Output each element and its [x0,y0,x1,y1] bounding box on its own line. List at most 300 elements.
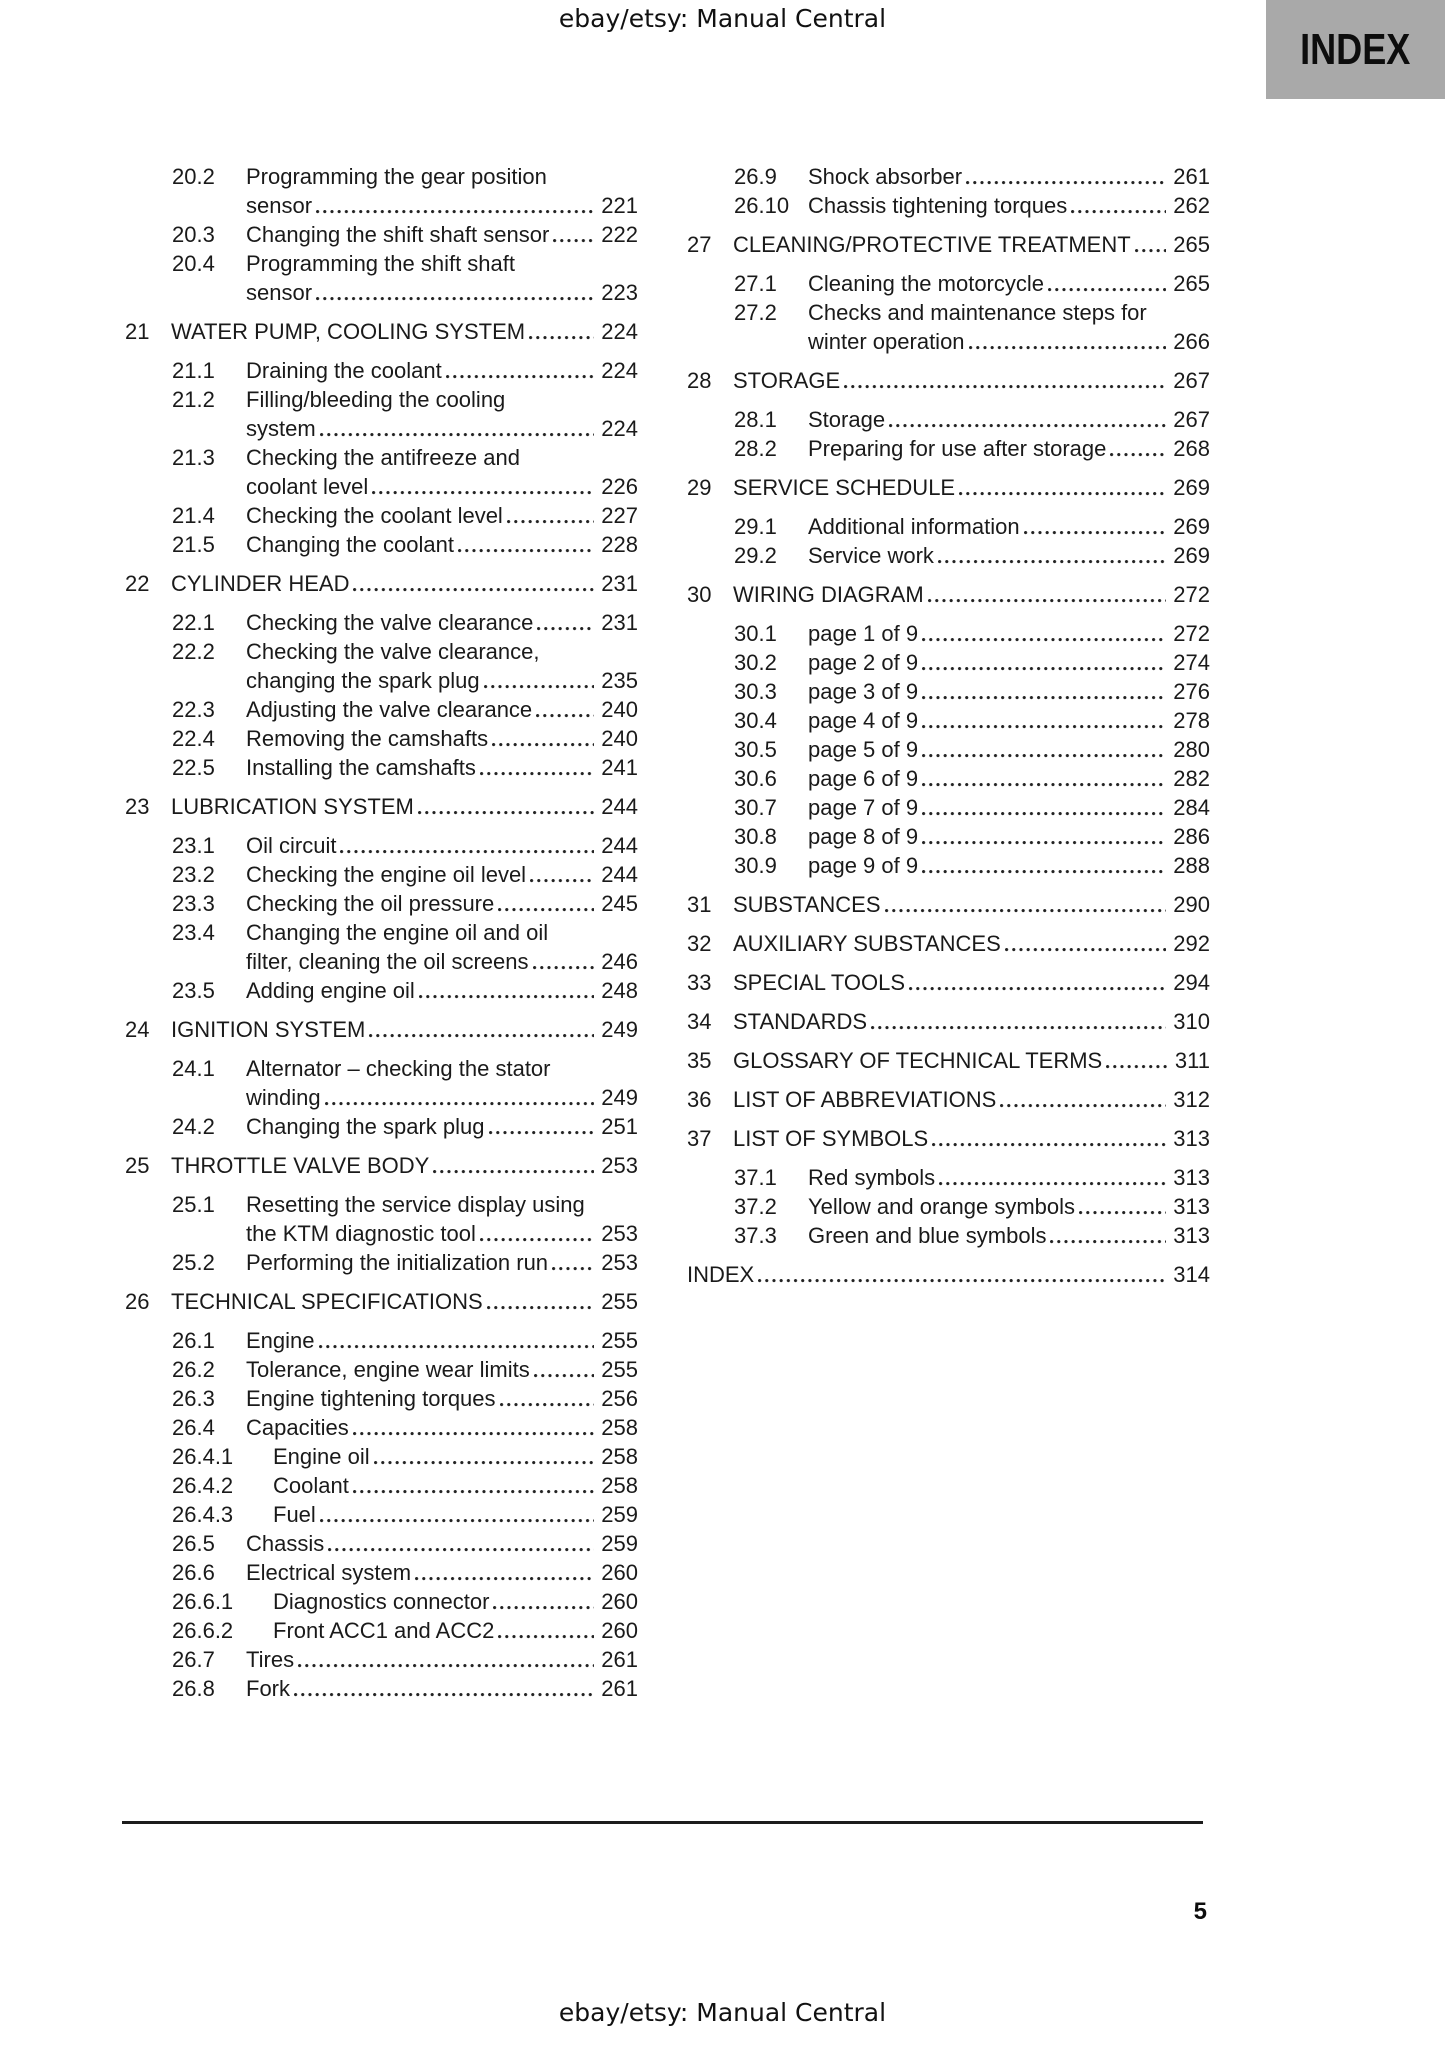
toc-entry-content [808,1221,1210,1250]
toc-entry-last-line [246,1558,638,1587]
toc-entry-content [246,1529,638,1558]
toc-entry-content [246,1645,638,1674]
toc-entry-number: 21.1 [172,358,215,383]
toc-entry [125,162,638,220]
toc-entry-page: 269 [1173,475,1210,500]
toc-entry-content [246,1558,638,1587]
toc-entry-title: CLEANING/PROTECTIVE TREATMENT [733,232,1131,257]
toc-entry-content [808,822,1210,851]
toc-entry-page: 290 [1173,892,1210,917]
toc-entry-title: winding [246,1085,321,1110]
toc-entry-page: 255 [601,1357,638,1382]
toc-entry-title: Changing the engine oil and oil [246,920,549,945]
toc-entry [687,706,1210,735]
toc-entry-number: 26.9 [734,164,777,189]
dot-leader [922,754,1166,759]
toc-entry-number: 26.4.3 [172,1502,234,1527]
toc-entry-title: Front ACC1 and ACC2 [273,1618,495,1643]
dot-leader [922,812,1166,817]
toc-entry-content [246,1054,638,1112]
toc-entry-content [808,735,1210,764]
toc-entry-content [808,541,1210,570]
toc-entry-number: 28 [687,368,712,393]
toc-entry [125,1384,638,1413]
dot-leader [1000,1104,1166,1109]
toc-entry-page: 253 [601,1250,638,1275]
toc-entry-page: 265 [1173,232,1210,257]
toc-entry-page: 249 [601,1085,638,1110]
toc-entry-number: 21 [125,319,150,344]
toc-entry-last-line [687,1260,1210,1289]
toc-entry-content [171,317,638,346]
toc-entry-number: 26 [125,1289,150,1314]
toc-entry-title: Preparing for use after storage [808,436,1107,461]
toc-entry-title: Tires [246,1647,295,1672]
toc-entry-content [808,1163,1210,1192]
toc-entry-last-line [733,1085,1210,1114]
toc-entry-title: Cleaning the motorcycle [808,271,1045,296]
toc-entry-title: page 3 of 9 [808,679,919,704]
toc-entry-last-line [733,968,1210,997]
toc-entry-content [808,706,1210,735]
dot-leader [446,375,595,380]
toc-entry-number: 34 [687,1009,712,1034]
toc-entry-title: page 5 of 9 [808,737,919,762]
footer-rule [122,1821,1203,1824]
toc-entry-last-line [246,831,638,860]
toc-entry-title: AUXILIARY SUBSTANCES [733,931,1001,956]
toc-entry [125,889,638,918]
toc-entry-last-line [808,541,1210,570]
toc-entry-number: 25 [125,1153,150,1178]
toc-entry-number: 26.5 [172,1531,215,1556]
toc-entry-page: 267 [1173,407,1210,432]
toc-entry [687,1085,1210,1114]
toc-entry-content [171,792,638,821]
toc-entry-title: Checking the valve clearance, [246,639,540,664]
toc-entry-last-line [171,317,638,346]
toc-entry-title: filter, cleaning the oil screens [246,949,529,974]
toc-entry-title: SUBSTANCES [733,892,881,917]
toc-entry-page: 292 [1173,931,1210,956]
toc-entry [687,1260,1210,1289]
toc-entry-last-line [808,706,1210,735]
toc-entry-number: 30.2 [734,650,777,675]
toc-entry-page: 265 [1173,271,1210,296]
toc-entry-last-line [273,1471,638,1500]
toc-entry-number: 23 [125,794,150,819]
toc-entry-content [246,530,638,559]
toc-entry-number: 22.1 [172,610,215,635]
toc-entry [125,1413,638,1442]
toc-entry-last-line [171,792,638,821]
toc-entry [687,230,1210,259]
toc-entry-title: Draining the coolant [246,358,442,383]
toc-entry-last-line [808,735,1210,764]
dot-leader [533,966,595,971]
toc-entry-title: SERVICE SCHEDULE [733,475,956,500]
dot-leader [480,1238,594,1243]
toc-entry-number: 27.2 [734,300,777,325]
toc-entry [125,831,638,860]
dot-leader [885,909,1167,914]
toc-entry-page: 272 [1173,621,1210,646]
toc-entry-number: 29.2 [734,543,777,568]
toc-entry-content [808,269,1210,298]
toc-entry-page: 260 [601,1560,638,1585]
dot-leader [493,1606,594,1611]
toc-entry [687,473,1210,502]
toc-entry-number: 32 [687,931,712,956]
toc-entry-number: 30.7 [734,795,777,820]
toc-entry-title: Engine tightening torques [246,1386,496,1411]
toc-entry-number: 25.1 [172,1192,215,1217]
toc-entry-title: Fuel [273,1502,316,1527]
toc-entry-number: 21.4 [172,503,215,528]
toc-entry-content [273,1442,638,1471]
toc-entry-page: 240 [601,697,638,722]
toc-entry-content [733,580,1210,609]
toc-entry-number: 36 [687,1087,712,1112]
toc-entry-title: INDEX [687,1262,755,1287]
toc-entry-title: Service work [808,543,934,568]
dot-leader [1079,1211,1166,1216]
toc-entry-number: 20.4 [172,251,215,276]
toc-entry-page: 245 [601,891,638,916]
toc-entry-number: 26.4.1 [172,1444,234,1469]
toc-entry-page: 272 [1173,582,1210,607]
toc-entry-title: sensor [246,280,313,305]
toc-entry-number: 22.5 [172,755,215,780]
toc-entry-title: Shock absorber [808,164,963,189]
dot-leader [922,696,1166,701]
toc-entry [687,1192,1210,1221]
toc-entry-content [246,1248,638,1277]
toc-entry-last-line [808,648,1210,677]
toc-entry-number: 30.1 [734,621,777,646]
toc-entry-title: Adding engine oil [246,978,415,1003]
toc-entry-content [246,724,638,753]
toc-entry [125,976,638,1005]
toc-entry [687,1221,1210,1250]
toc-entry-last-line [273,1587,638,1616]
toc-entry-last-line [733,230,1210,259]
dot-leader [325,1102,595,1107]
toc-entry-title: Chassis [246,1531,325,1556]
toc-entry [125,317,638,346]
toc-entry-title: Changing the spark plug [246,1114,485,1139]
index-tab-label: INDEX [1300,24,1411,74]
toc-entry-last-line [246,501,638,530]
toc-entry [125,569,638,598]
dot-leader [536,714,594,719]
toc-entry-title: Installing the camshafts [246,755,476,780]
toc-entry-title: SPECIAL TOOLS [733,970,906,995]
toc-entry-number: 26.10 [734,193,790,218]
toc-entry-title: Diagnostics connector [273,1589,490,1614]
toc-entry-title: Checking the antifreeze and [246,445,520,470]
dot-leader [458,549,594,554]
toc-entry-page: 260 [601,1618,638,1643]
toc-entry [687,512,1210,541]
toc-entry-last-line [246,356,638,385]
toc-entry-number: 20.2 [172,164,215,189]
toc-entry-last-line [273,1500,638,1529]
toc-entry-page: 262 [1173,193,1210,218]
toc-entry [125,1112,638,1141]
toc-entry-last-line [246,753,638,782]
toc-entry-page: 224 [601,319,638,344]
toc-entry-number: 21.5 [172,532,215,557]
toc-entry [125,1151,638,1180]
toc-entry-content [246,385,638,443]
toc-entry-number: 35 [687,1048,712,1073]
toc-entry-title: Fork [246,1676,290,1701]
toc-entry-page: 288 [1173,853,1210,878]
toc-entry-title: Red symbols [808,1165,936,1190]
toc-entry-last-line [246,666,638,695]
toc-entry-content [246,162,638,220]
toc-entry-content [246,1413,638,1442]
dot-leader [871,1026,1166,1031]
toc-entry-title: Additional information [808,514,1020,539]
toc-entry-page: 260 [601,1589,638,1614]
toc-entry-content [273,1616,638,1645]
toc-entry-number: 26.6.2 [172,1618,234,1643]
toc-entry-page: 235 [601,668,638,693]
toc-entry-number: 22.3 [172,697,215,722]
toc-entry-title: sensor [246,193,313,218]
toc-entry-content [808,1192,1210,1221]
toc-entry-content [246,831,638,860]
toc-entry-content [808,512,1210,541]
dot-leader [889,424,1166,429]
dot-leader [319,1345,595,1350]
toc-entry [125,1616,638,1645]
toc-entry-last-line [246,414,638,443]
toc-entry-number: 24.1 [172,1056,215,1081]
toc-entry-last-line [246,1219,638,1248]
toc-entry [687,764,1210,793]
toc-entry-number: 29.1 [734,514,777,539]
toc-entry [687,1007,1210,1036]
toc-entry-title: coolant level [246,474,369,499]
toc-entry-page: 222 [601,222,638,247]
toc-entry-page: 259 [601,1502,638,1527]
toc-entry-content [733,473,1210,502]
toc-entry-page: 261 [601,1647,638,1672]
toc-entry [125,220,638,249]
toc-entry [687,541,1210,570]
toc-entry-page: 227 [601,503,638,528]
toc-entry-last-line [246,860,638,889]
toc-entry-last-line [246,1326,638,1355]
toc-entry-page: 269 [1173,543,1210,568]
toc-entry [687,735,1210,764]
toc-entry-title: changing the spark plug [246,668,480,693]
toc-entry [125,753,638,782]
toc-entry-content [273,1500,638,1529]
toc-entry-last-line [246,947,638,976]
toc-entry-page: 244 [601,862,638,887]
toc-entry-number: 26.1 [172,1328,215,1353]
toc-entry-content [171,1151,638,1180]
toc-entry-content [273,1471,638,1500]
dot-leader [1050,1240,1166,1245]
toc-entry-number: 30.3 [734,679,777,704]
toc-entry-page: 313 [1173,1223,1210,1248]
dot-leader [1106,1065,1168,1070]
toc-entry-content [808,434,1210,463]
toc-left-column [125,162,638,1703]
toc-entry-page: 244 [601,833,638,858]
page-footer-title: ebay/etsy: Manual Central [558,1998,887,2027]
toc-entry-last-line [808,764,1210,793]
toc-entry-last-line [808,619,1210,648]
toc-entry-last-line [246,695,638,724]
toc-entry-title: Programming the shift shaft [246,251,516,276]
toc-entry [125,249,638,307]
toc-entry-number: 22.4 [172,726,215,751]
toc-entry [125,1355,638,1384]
toc-entry [125,1326,638,1355]
toc-entry-content [273,1587,638,1616]
toc-entry-content [808,619,1210,648]
toc-entry-last-line [273,1616,638,1645]
toc-entry [125,1248,638,1277]
toc-entry [125,1054,638,1112]
toc-entry-last-line [808,269,1210,298]
dot-leader [959,492,1166,497]
toc-entry-last-line [246,1413,638,1442]
dot-leader [552,1267,594,1272]
toc-entry-page: 253 [601,1221,638,1246]
toc-entry-content [733,890,1210,919]
toc-entry-page: 286 [1173,824,1210,849]
toc-entry-title: Resetting the service display using [246,1192,585,1217]
dot-leader [844,385,1166,390]
dot-leader [534,1374,595,1379]
dot-leader [507,520,594,525]
toc-entry-content [246,889,638,918]
toc-entry-last-line [733,1007,1210,1036]
toc-entry-number: 30.5 [734,737,777,762]
toc-entry-last-line [273,1442,638,1471]
toc-entry-content [808,677,1210,706]
dot-leader [530,879,594,884]
toc-entry [125,792,638,821]
toc-entry-content [246,356,638,385]
toc-entry-page: 248 [601,978,638,1003]
dot-leader [498,1635,594,1640]
toc-entry-number: 30.6 [734,766,777,791]
toc-entry-title: GLOSSARY OF TECHNICAL TERMS [733,1048,1103,1073]
toc-entry-last-line [246,889,638,918]
toc-entry-title: Filling/bleeding the cooling [246,387,506,412]
toc-entry-last-line [246,1112,638,1141]
toc-entry [687,1163,1210,1192]
toc-entry-content [733,366,1210,395]
toc-entry-last-line [733,1046,1210,1075]
toc-entry [687,929,1210,958]
toc-entry-page: 274 [1173,650,1210,675]
toc-entry-last-line [808,822,1210,851]
dot-leader [922,841,1166,846]
toc-entry [125,860,638,889]
toc-entry [125,1190,638,1248]
toc-entry-page: 311 [1174,1048,1210,1073]
toc-entry-title: page 2 of 9 [808,650,919,675]
toc-entry-content [808,162,1210,191]
toc-entry-number: 23.5 [172,978,215,1003]
toc-entry-title: Checks and maintenance steps for [808,300,1147,325]
toc-entry-content [733,1124,1210,1153]
toc-entry-title: Checking the valve clearance [246,610,534,635]
toc-entry [125,695,638,724]
toc-entry [687,822,1210,851]
toc-entry-number: 26.4.2 [172,1473,234,1498]
toc-entry-title: Changing the coolant [246,532,454,557]
toc-entry-page: 261 [601,1676,638,1701]
toc-entry-page: 259 [601,1531,638,1556]
toc-entry-title: STORAGE [733,368,841,393]
toc-entry-title: Checking the engine oil level [246,862,527,887]
dot-leader [1110,453,1166,458]
toc-entry-title: Removing the camshafts [246,726,489,751]
toc-entry-number: 23.1 [172,833,215,858]
toc-entry-page: 313 [1173,1126,1210,1151]
toc-entry-content [246,443,638,501]
toc-entry-content [246,976,638,1005]
toc-entry-content [687,1260,1210,1289]
toc-entry-page: 224 [601,416,638,441]
toc-entry-content [246,918,638,976]
dot-leader [374,1461,595,1466]
toc-entry [687,162,1210,191]
toc-entry-last-line [246,1674,638,1703]
toc-entry-number: 27 [687,232,712,257]
toc-entry-number: 37.1 [734,1165,777,1190]
toc-entry-title: Performing the initialization run [246,1250,549,1275]
toc-entry-page: 251 [601,1114,638,1139]
toc-entry-page: 244 [601,794,638,819]
toc-entry-last-line [733,366,1210,395]
toc-entry-last-line [246,220,638,249]
index-tab [1266,0,1445,99]
toc-entry [125,724,638,753]
toc-entry-last-line [246,724,638,753]
toc-entry-last-line [808,512,1210,541]
dot-leader [1005,948,1167,953]
toc-entry [687,366,1210,395]
dot-leader [553,239,594,244]
toc-entry-title: TECHNICAL SPECIFICATIONS [171,1289,483,1314]
toc-entry-content [246,608,638,637]
toc-entry-number: 26.3 [172,1386,215,1411]
toc-entry [687,1046,1210,1075]
toc-entry-page: 282 [1173,766,1210,791]
dot-leader [922,725,1166,730]
dot-leader [340,850,594,855]
toc-entry-content [733,968,1210,997]
toc-entry-number: 20.3 [172,222,215,247]
toc-entry-last-line [246,608,638,637]
dot-leader [418,811,594,816]
toc-entry-page: 246 [601,949,638,974]
toc-entry-page: 313 [1173,1194,1210,1219]
toc-entry-title: winter operation [808,329,965,354]
toc-entry [687,968,1210,997]
